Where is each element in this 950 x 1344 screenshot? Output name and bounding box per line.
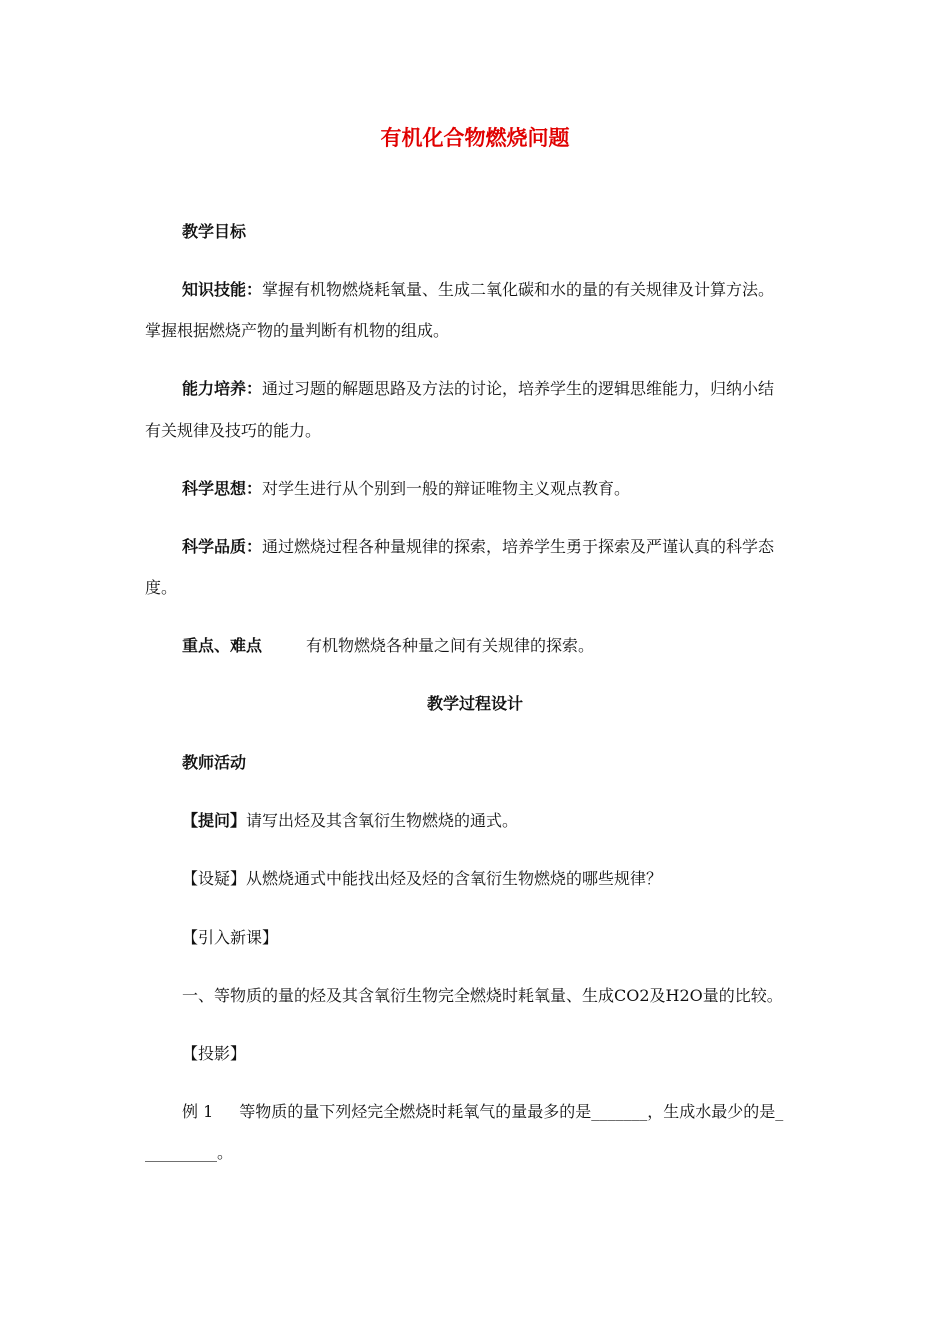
key-points-text: 有机物燃烧各种量之间有关规律的探索。 (306, 636, 595, 655)
key-points-line (182, 636, 852, 656)
knowledge-text-1: 掌握有机物燃烧耗氧量、生成二氧化碳和水的量的有关规律及计算方法。 (262, 280, 775, 299)
example-1-line-1 (182, 1102, 852, 1122)
thinking-text: 对学生进行从个别到一般的辩证唯物主义观点教育。 (262, 479, 631, 498)
ability-text-2: 有关规律及技巧的能力。 (145, 421, 322, 440)
thinking-line (182, 479, 852, 499)
question-text: 请写出烃及其含氧衍生物燃烧的通式。 (246, 811, 519, 830)
doubt-line: 【设疑】从燃烧通式中能找出烃及烃的含氧衍生物燃烧的哪些规律？ (182, 869, 663, 888)
question-label: 【提问】 (182, 811, 247, 830)
page-title: 有机化合物燃烧问题 (380, 126, 570, 150)
objectives-heading: 教学目标 (182, 222, 247, 241)
intro-line: 【引入新课】 (182, 928, 279, 947)
teacher-heading: 教师活动 (182, 753, 247, 772)
key-points-label: 重点、难点 (182, 636, 263, 655)
example-1-text-2: _________。 (145, 1143, 234, 1162)
ability-label: 能力培养： (182, 379, 263, 398)
thinking-label: 科学思想： (182, 479, 263, 498)
quality-text-1: 通过燃烧过程各种量规律的探索，培养学生勇于探索及严谨认真的科学态 (262, 537, 775, 556)
projection-line: 【投影】 (182, 1044, 247, 1063)
quality-text-2: 度。 (145, 578, 178, 597)
quality-label: 科学品质： (182, 537, 263, 556)
knowledge-line-1 (182, 280, 852, 300)
example-1-text-1: 等物质的量下列烃完全燃烧时耗氧气的量最多的是_______，生成水最少的是_ (239, 1102, 784, 1121)
ability-line-1 (182, 379, 852, 399)
ability-text-1: 通过习题的解题思路及方法的讨论，培养学生的逻辑思维能力，归纳小结 (262, 379, 775, 398)
process-heading: 教学过程设计 (426, 694, 523, 713)
knowledge-label: 知识技能： (182, 280, 263, 299)
example-1-label: 例 1 (182, 1102, 214, 1121)
section-1-heading: 一、等物质的量的烃及其含氧衍生物完全燃烧时耗氧量、生成CO2及H2O量的比较。 (182, 986, 783, 1005)
knowledge-text-2: 掌握根据燃烧产物的量判断有机物的组成。 (145, 321, 450, 340)
question-line (182, 811, 852, 831)
quality-line-1 (182, 537, 852, 557)
